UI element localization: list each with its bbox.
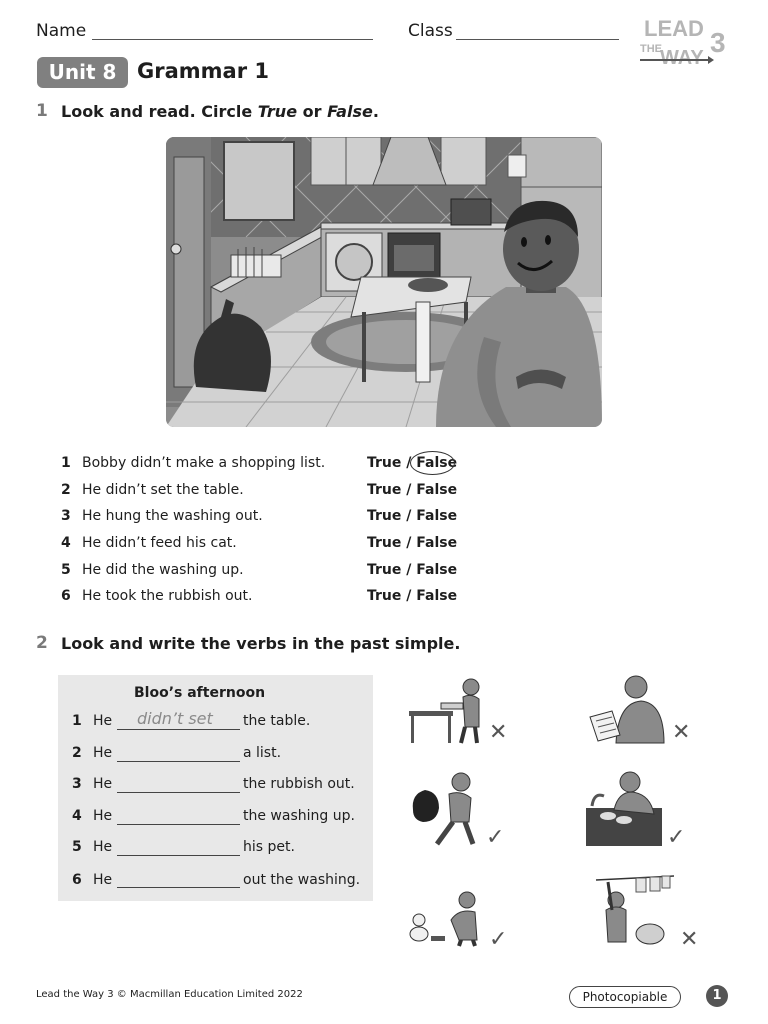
class-line[interactable]	[456, 39, 619, 40]
row-subject: He	[93, 713, 113, 729]
row-ending: the washing up.	[243, 808, 355, 824]
bloo-washing-line-picture	[594, 870, 674, 950]
answer-blank[interactable]	[117, 887, 240, 888]
false-option[interactable]: False	[416, 535, 458, 551]
copyright: Lead the Way 3 © Macmillan Education Limited 2022	[36, 989, 303, 1000]
row-number: 4	[72, 808, 82, 824]
item-statement: Bobby didn’t make a shopping list.	[82, 455, 326, 471]
exercise1-number: 1	[36, 101, 48, 121]
exercise2-instruction: Look and write the verbs in the past simple.	[61, 634, 461, 653]
row-number: 6	[72, 872, 82, 888]
row-subject: He	[93, 839, 113, 855]
item-statement: He didn’t set the table.	[82, 482, 244, 498]
item-statement: He did the washing up.	[82, 562, 244, 578]
row-ending: the rubbish out.	[243, 776, 355, 792]
name-line[interactable]	[92, 39, 373, 40]
exercise1-instruction: Look and read. Circle True or False.	[61, 102, 379, 121]
row-number: 5	[72, 839, 82, 855]
lead-the-way-logo	[636, 14, 736, 70]
false-option[interactable]: False	[416, 588, 458, 604]
item-statement: He hung the washing out.	[82, 508, 263, 524]
true-false-choice[interactable]: True / False	[367, 588, 458, 604]
false-option[interactable]: False	[416, 455, 458, 471]
exercise2-number: 2	[36, 633, 48, 653]
unit-badge: Unit 8	[37, 57, 128, 88]
logo-number: 3	[710, 27, 726, 58]
true-option[interactable]: True	[367, 482, 402, 498]
item-number: 3	[61, 508, 71, 524]
row-number: 3	[72, 776, 82, 792]
photocopiable-badge: Photocopiable	[569, 986, 681, 1008]
tick-icon: ✓	[486, 825, 505, 850]
class-label: Class	[408, 21, 453, 41]
false-option[interactable]: False	[416, 482, 458, 498]
cross-icon: ✕	[680, 927, 699, 952]
false-option[interactable]: False	[416, 508, 458, 524]
row-ending: the table.	[243, 713, 311, 729]
row-number: 1	[72, 713, 82, 729]
bloo-table-picture	[405, 675, 485, 747]
item-number: 5	[61, 562, 71, 578]
true-false-choice[interactable]: True / False	[367, 508, 458, 524]
true-option[interactable]: True	[367, 455, 402, 471]
logo-line2: THE	[640, 43, 662, 55]
row-number: 2	[72, 745, 82, 761]
answer-blank[interactable]	[117, 824, 240, 825]
bloo-rubbish-picture	[409, 770, 484, 850]
bloo-list-picture	[586, 673, 668, 745]
item-number: 2	[61, 482, 71, 498]
cross-icon: ✕	[672, 720, 691, 745]
row-ending: out the washing.	[243, 872, 361, 888]
true-false-choice[interactable]: True / False	[367, 535, 458, 551]
example-answer: didn’t set	[137, 709, 213, 728]
row-subject: He	[93, 872, 113, 888]
true-false-choice[interactable]: True / False	[367, 562, 458, 578]
answer-blank[interactable]	[117, 761, 240, 762]
true-option[interactable]: True	[367, 508, 402, 524]
tick-icon: ✓	[489, 927, 508, 952]
item-number: 4	[61, 535, 71, 551]
true-option[interactable]: True	[367, 535, 402, 551]
true-option[interactable]: True	[367, 562, 402, 578]
bloo-washing-up-picture	[584, 770, 666, 848]
cross-icon: ✕	[489, 720, 508, 745]
item-statement: He took the rubbish out.	[82, 588, 253, 604]
row-subject: He	[93, 745, 113, 761]
name-label: Name	[36, 21, 87, 41]
answer-blank[interactable]	[117, 729, 240, 730]
row-subject: He	[93, 808, 113, 824]
item-number: 6	[61, 588, 71, 604]
kitchen-illustration	[166, 137, 602, 427]
logo-line1: LEAD	[644, 16, 704, 41]
true-option[interactable]: True	[367, 588, 402, 604]
true-false-choice[interactable]: True / False	[367, 455, 458, 471]
item-number: 1	[61, 455, 71, 471]
row-ending: a list.	[243, 745, 282, 761]
item-statement: He didn’t feed his cat.	[82, 535, 237, 551]
bloo-pet-picture	[405, 890, 485, 948]
logo-line3: WAY	[660, 47, 704, 69]
page-number: 1	[706, 985, 728, 1007]
tick-icon: ✓	[667, 825, 686, 850]
answer-blank[interactable]	[117, 792, 240, 793]
true-false-choice[interactable]: True / False	[367, 482, 458, 498]
false-option[interactable]: False	[416, 562, 458, 578]
row-subject: He	[93, 776, 113, 792]
row-ending: his pet.	[243, 839, 295, 855]
box-title: Bloo’s afternoon	[134, 685, 266, 701]
page-title: Grammar 1	[137, 59, 269, 83]
answer-blank[interactable]	[117, 855, 240, 856]
